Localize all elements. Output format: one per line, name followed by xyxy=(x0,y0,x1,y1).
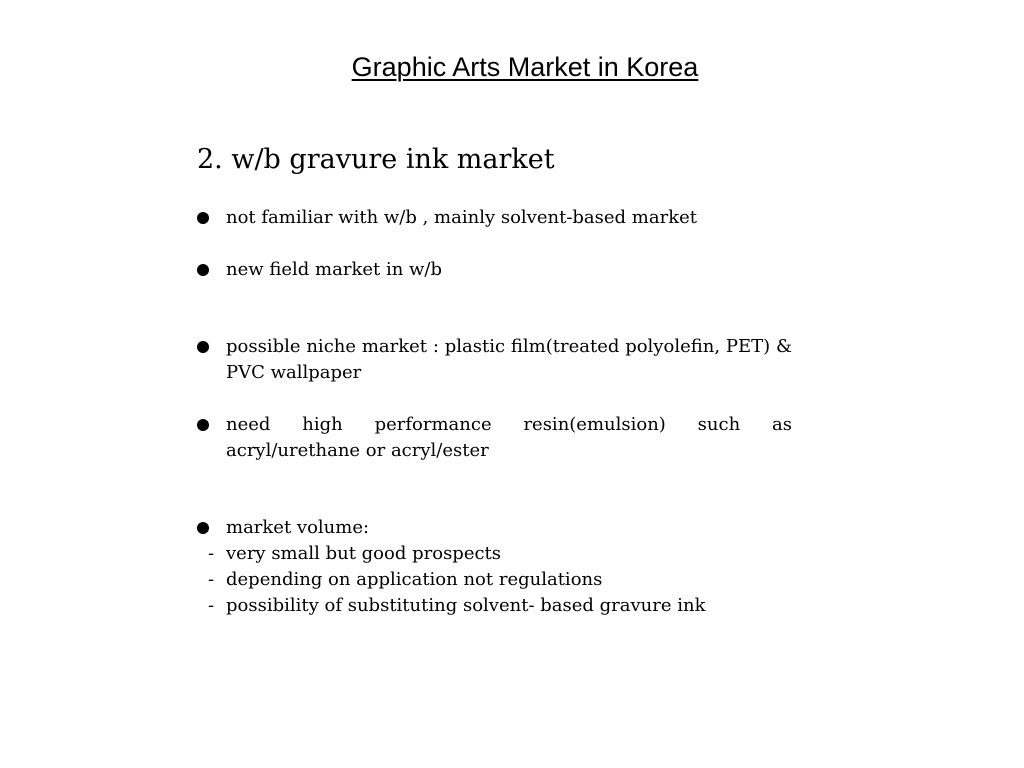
sub-item-text: very small but good prospects xyxy=(226,543,502,564)
bullet-text: new field market in w/b xyxy=(226,259,443,280)
sub-item-text: depending on application not regulations xyxy=(226,569,603,590)
sub-item-marker: - xyxy=(208,595,215,616)
bullet-dot-icon xyxy=(197,264,209,276)
bullet-item xyxy=(197,515,792,541)
sub-item xyxy=(208,593,706,619)
bullet-item xyxy=(197,334,792,386)
section-heading: 2. w/b gravure ink market xyxy=(197,144,555,175)
bullet-item xyxy=(197,412,792,464)
bullet-dot-icon xyxy=(197,522,209,534)
slide-title: Graphic Arts Market in Korea xyxy=(351,52,699,82)
bullet-dot-icon xyxy=(197,212,209,224)
sub-item-text: possibility of substituting solvent- based gravure ink xyxy=(226,595,706,616)
bullet-dot-icon xyxy=(197,419,209,431)
sub-item xyxy=(208,541,501,567)
bullet-text: market volume: xyxy=(226,517,370,538)
bullet-item xyxy=(197,257,792,283)
bullet-text: not familiar with w/b , mainly solvent-based market xyxy=(226,207,697,228)
sub-item-marker: - xyxy=(208,569,215,590)
bullet-dot-icon xyxy=(197,341,209,353)
sub-item-marker: - xyxy=(208,543,215,564)
bullet-text: possible niche market : plastic film(treated polyolefin, PET) & PVC wallpaper xyxy=(226,336,792,383)
bullet-text: need high performance resin(emulsion) such as acryl/urethane or acryl/ester xyxy=(226,414,792,461)
sub-item xyxy=(208,567,602,593)
bullet-item xyxy=(197,205,792,231)
